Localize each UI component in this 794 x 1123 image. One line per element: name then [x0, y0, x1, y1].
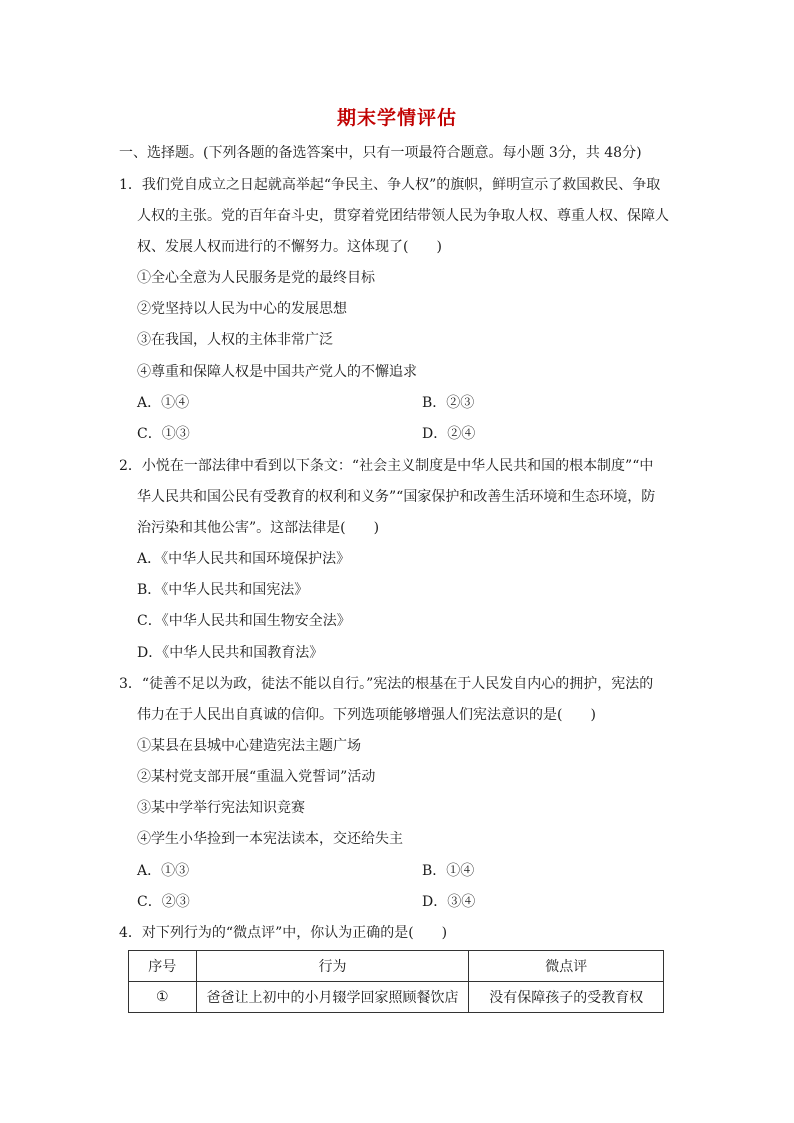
q4-line-1: 4．对下列行为的“微点评”中，你认为正确的是( ) [119, 925, 448, 941]
q1-option-d: D．②④ [422, 426, 476, 442]
q1-option-a: A．①④ [137, 395, 190, 411]
q3-option-c: C．②③ [137, 894, 190, 910]
q2-line-3: 治污染和其他公害”。这部法律是( ) [137, 520, 380, 536]
q3-statement-1: ①某县在县城中心建造宪法主题广场 [137, 738, 361, 754]
q3-statement-2: ②某村党支部开展“重温入党誓词”活动 [137, 769, 376, 785]
table-row [129, 982, 664, 1013]
table-cell: ① [129, 982, 197, 1013]
table-header-cell: 序号 [129, 951, 197, 982]
q2-option-b: B．《中华人民共和国宪法》 [137, 582, 309, 598]
page-title: 期末学情评估 [336, 107, 457, 129]
q1-statement-3: ③在我国，人权的主体非常广泛 [137, 332, 333, 348]
q2-option-c: C．《中华人民共和国生物安全法》 [137, 613, 351, 629]
q3-line-1: 3．“徒善不足以为政，徒法不能以自行。”宪法的根基在于人民发自内心的拥护，宪法的 [119, 676, 654, 692]
q1-line-2: 人权的主张。党的百年奋斗史，贯穿着党团结带领人民为争取人权、尊重人权、保障人 [137, 208, 669, 224]
q3-option-a: A．①③ [137, 863, 190, 879]
q1-option-b: B．②③ [422, 395, 475, 411]
table-cell: 爸爸让上初中的小月辍学回家照顾餐饮店 [196, 982, 469, 1013]
q1-statement-2: ②党坚持以人民为中心的发展思想 [137, 301, 347, 317]
q1-statement-1: ①全心全意为人民服务是党的最终目标 [137, 270, 375, 286]
q1-option-c: C．①③ [137, 426, 190, 442]
table-cell: 没有保障孩子的受教育权 [469, 982, 664, 1013]
q1-line-3: 权、发展人权而进行的不懈努力。这体现了( ) [137, 239, 442, 255]
q1-statement-4: ④尊重和保障人权是中国共产党人的不懈追求 [137, 364, 417, 380]
q3-line-2: 伟力在于人民出自真诚的信仰。下列选项能够增强人们宪法意识的是( ) [137, 707, 596, 723]
q3-statement-3: ③某中学举行宪法知识竞赛 [137, 800, 305, 816]
q2-option-a: A．《中华人民共和国环境保护法》 [137, 551, 351, 567]
q3-option-d: D．③④ [422, 894, 476, 910]
section-heading: 一、选择题。(下列各题的备选答案中，只有一项最符合题意。每小题 3分，共 48分) [119, 145, 642, 161]
table-header-cell: 行为 [196, 951, 469, 982]
q3-statement-4: ④学生小华捡到一本宪法读本，交还给失主 [137, 831, 403, 847]
q1-line-1: 1．我们党自成立之日起就高举起“争民主、争人权”的旗帜，鲜明宣示了救国救民、争取 [119, 177, 661, 193]
q4-table [128, 950, 664, 1013]
q3-option-b: B．①④ [422, 863, 475, 879]
q2-line-2: 华人民共和国公民有受教育的权利和义务”“国家保护和改善生活环境和生态环境，防 [137, 489, 656, 505]
q2-line-1: 2．小悦在一部法律中看到以下条文：“社会主义制度是中华人民共和国的根本制度”“中 [119, 458, 654, 474]
table-header-row [129, 951, 664, 982]
q2-option-d: D．《中华人民共和国教育法》 [137, 645, 324, 661]
table-header-cell: 微点评 [469, 951, 664, 982]
